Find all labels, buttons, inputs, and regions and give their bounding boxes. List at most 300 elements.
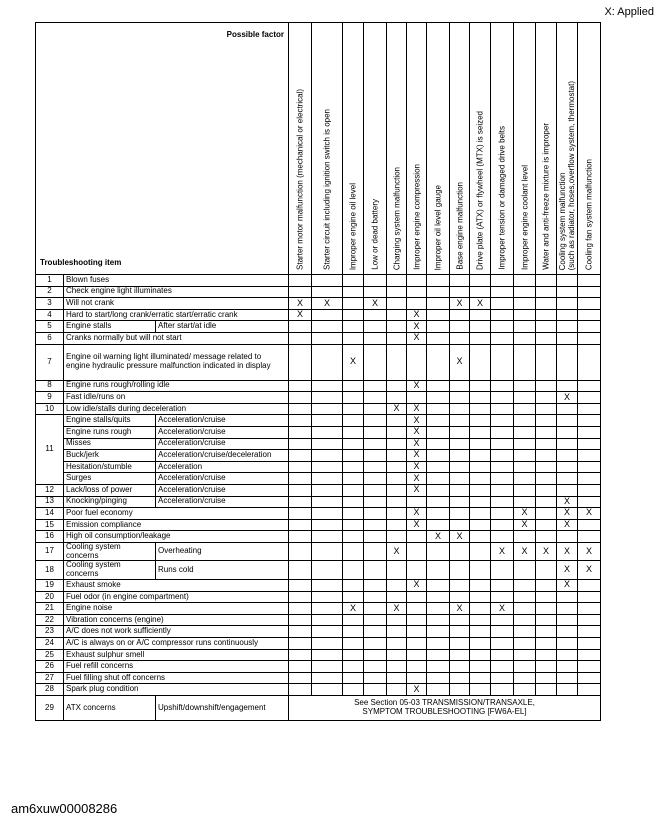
empty-cell — [450, 450, 470, 462]
empty-cell — [427, 684, 450, 696]
empty-cell — [578, 380, 601, 392]
empty-cell — [364, 661, 387, 673]
factor-column-header — [427, 23, 450, 275]
empty-cell — [387, 672, 407, 684]
empty-cell — [514, 403, 536, 415]
empty-cell — [387, 332, 407, 344]
factor-column-header — [578, 23, 601, 275]
empty-cell — [450, 542, 470, 561]
factor-column-header — [343, 23, 364, 275]
empty-cell — [491, 380, 514, 392]
empty-cell — [312, 450, 343, 462]
empty-cell — [450, 403, 470, 415]
empty-cell — [289, 496, 312, 508]
empty-cell — [343, 531, 364, 543]
empty-cell — [427, 661, 450, 673]
table-row — [36, 426, 658, 438]
empty-cell — [312, 309, 343, 321]
row-number: 21 — [36, 603, 64, 615]
applied-mark: X — [536, 542, 557, 561]
empty-cell — [536, 438, 557, 450]
table-row — [36, 561, 658, 580]
troubleshooting-table-container — [35, 22, 658, 721]
empty-cell — [364, 542, 387, 561]
empty-cell — [514, 332, 536, 344]
row-number: 19 — [36, 580, 64, 592]
empty-cell — [536, 332, 557, 344]
table-row — [36, 508, 658, 520]
empty-cell — [407, 298, 427, 310]
empty-cell — [427, 614, 450, 626]
factor-column-header — [491, 23, 514, 275]
empty-cell — [407, 496, 427, 508]
empty-cell — [450, 275, 470, 287]
factor-header-text — [412, 164, 421, 270]
troubleshooting-item: Engine runs rough/rolling idle — [64, 380, 289, 392]
empty-cell — [557, 332, 578, 344]
applied-mark: X — [557, 519, 578, 531]
factor-header-line: Improper tension or damaged drive belts — [497, 126, 507, 270]
troubleshooting-item: Spark plug condition — [64, 684, 289, 696]
empty-cell — [470, 286, 491, 298]
empty-cell — [343, 473, 364, 485]
empty-cell — [312, 672, 343, 684]
applied-mark: X — [387, 603, 407, 615]
empty-cell — [491, 580, 514, 592]
troubleshooting-item: Fuel filling shut off concerns — [64, 672, 289, 684]
empty-cell — [343, 298, 364, 310]
condition: Acceleration/cruise — [156, 415, 289, 427]
empty-cell — [536, 286, 557, 298]
empty-cell — [427, 638, 450, 650]
empty-cell — [514, 672, 536, 684]
condition: Acceleration/cruise — [156, 473, 289, 485]
empty-cell — [427, 580, 450, 592]
empty-cell — [289, 638, 312, 650]
table-row — [36, 298, 658, 310]
table-row — [36, 638, 658, 650]
empty-cell — [578, 638, 601, 650]
row-number: 4 — [36, 309, 64, 321]
empty-cell — [470, 426, 491, 438]
empty-cell — [427, 286, 450, 298]
empty-cell — [312, 661, 343, 673]
empty-cell — [343, 542, 364, 561]
applied-mark: X — [289, 298, 312, 310]
empty-cell — [387, 614, 407, 626]
empty-cell — [470, 461, 491, 473]
see-section-line: See Section 05-03 TRANSMISSION/TRANSAXLE, — [354, 698, 535, 708]
empty-cell — [427, 298, 450, 310]
applied-mark: X — [407, 519, 427, 531]
empty-cell — [536, 684, 557, 696]
applied-mark: X — [578, 542, 601, 561]
troubleshooting-item: Engine runs rough — [64, 426, 156, 438]
empty-cell — [450, 461, 470, 473]
empty-cell — [343, 649, 364, 661]
table-row — [36, 275, 658, 287]
empty-cell — [364, 672, 387, 684]
troubleshooting-item: Blown fuses — [64, 275, 289, 287]
empty-cell — [312, 626, 343, 638]
applied-mark: X — [407, 321, 427, 333]
row-number: 20 — [36, 591, 64, 603]
empty-cell — [289, 426, 312, 438]
row-number: 7 — [36, 344, 64, 380]
empty-cell — [343, 508, 364, 520]
empty-cell — [557, 473, 578, 485]
empty-cell — [343, 286, 364, 298]
factor-header-text — [433, 185, 442, 270]
empty-cell — [427, 438, 450, 450]
empty-cell — [312, 614, 343, 626]
empty-cell — [491, 672, 514, 684]
empty-cell — [343, 426, 364, 438]
empty-cell — [470, 519, 491, 531]
empty-cell — [343, 332, 364, 344]
troubleshooting-item: Poor fuel economy — [64, 508, 289, 520]
empty-cell — [470, 344, 491, 380]
condition: Overheating — [156, 542, 289, 561]
troubleshooting-item: Buck/jerk — [64, 450, 156, 462]
row-number: 13 — [36, 496, 64, 508]
empty-cell — [557, 298, 578, 310]
empty-cell — [578, 461, 601, 473]
empty-cell — [536, 484, 557, 496]
empty-cell — [514, 496, 536, 508]
empty-cell — [536, 473, 557, 485]
empty-cell — [407, 603, 427, 615]
empty-cell — [536, 403, 557, 415]
empty-cell — [450, 580, 470, 592]
empty-cell — [514, 561, 536, 580]
empty-cell — [536, 561, 557, 580]
factor-header-line: Low or dead battery — [370, 199, 380, 270]
empty-cell — [407, 531, 427, 543]
empty-cell — [387, 392, 407, 404]
empty-cell — [450, 626, 470, 638]
empty-cell — [289, 380, 312, 392]
empty-cell — [536, 603, 557, 615]
empty-cell — [514, 392, 536, 404]
empty-cell — [450, 496, 470, 508]
condition: Acceleration/cruise — [156, 426, 289, 438]
empty-cell — [343, 561, 364, 580]
empty-cell — [557, 649, 578, 661]
empty-cell — [491, 626, 514, 638]
empty-cell — [387, 649, 407, 661]
table-row — [36, 542, 658, 561]
empty-cell — [312, 415, 343, 427]
empty-cell — [343, 684, 364, 696]
troubleshooting-item: Hard to start/long crank/erratic start/erratic crank — [64, 309, 289, 321]
empty-cell — [514, 298, 536, 310]
condition: Upshift/downshift/engagement — [156, 696, 289, 721]
empty-cell — [514, 580, 536, 592]
empty-cell — [343, 672, 364, 684]
applied-mark: X — [407, 684, 427, 696]
empty-cell — [450, 426, 470, 438]
empty-cell — [387, 484, 407, 496]
empty-cell — [470, 309, 491, 321]
factor-column-header — [289, 23, 312, 275]
row-number: 22 — [36, 614, 64, 626]
empty-cell — [450, 415, 470, 427]
empty-cell — [364, 415, 387, 427]
empty-cell — [491, 684, 514, 696]
empty-cell — [364, 531, 387, 543]
empty-cell — [578, 519, 601, 531]
empty-cell — [289, 672, 312, 684]
table-row — [36, 309, 658, 321]
empty-cell — [450, 638, 470, 650]
factor-header-line: Drive plate (ATX) or flywheel (MTX) is seized — [475, 111, 485, 270]
applied-mark: X — [470, 298, 491, 310]
factor-header-text — [584, 159, 593, 270]
empty-cell — [578, 626, 601, 638]
table-row — [36, 461, 658, 473]
empty-cell — [491, 531, 514, 543]
applied-mark: X — [578, 508, 601, 520]
empty-cell — [450, 649, 470, 661]
empty-cell — [343, 380, 364, 392]
troubleshooting-item: A/C is always on or A/C compressor runs continuously — [64, 638, 289, 650]
empty-cell — [536, 415, 557, 427]
factor-header-text — [370, 199, 379, 270]
table-row — [36, 332, 658, 344]
empty-cell — [364, 580, 387, 592]
empty-cell — [491, 332, 514, 344]
empty-cell — [578, 426, 601, 438]
empty-cell — [557, 626, 578, 638]
empty-cell — [491, 519, 514, 531]
empty-cell — [450, 380, 470, 392]
empty-cell — [450, 661, 470, 673]
applied-mark: X — [289, 309, 312, 321]
empty-cell — [343, 614, 364, 626]
empty-cell — [578, 344, 601, 380]
empty-cell — [364, 392, 387, 404]
troubleshooting-item: ATX concerns — [64, 696, 156, 721]
row-number: 12 — [36, 484, 64, 496]
empty-cell — [536, 298, 557, 310]
empty-cell — [289, 561, 312, 580]
table-row — [36, 450, 658, 462]
empty-cell — [289, 403, 312, 415]
empty-cell — [427, 403, 450, 415]
empty-cell — [343, 626, 364, 638]
empty-cell — [312, 591, 343, 603]
empty-cell — [450, 309, 470, 321]
row-number: 25 — [36, 649, 64, 661]
empty-cell — [470, 332, 491, 344]
troubleshooting-item: Vibration concerns (engine) — [64, 614, 289, 626]
condition: Acceleration/cruise — [156, 484, 289, 496]
factor-header-line: Improper engine coolant level — [519, 165, 529, 270]
empty-cell — [514, 614, 536, 626]
applied-mark: X — [407, 484, 427, 496]
applied-mark: X — [364, 298, 387, 310]
empty-cell — [536, 321, 557, 333]
factor-header-line: Starter circuit including ignition switch is open — [322, 109, 332, 270]
empty-cell — [578, 450, 601, 462]
factor-header-line: (such as radiator, hoses,overflow system, thermostat) — [567, 80, 576, 270]
empty-cell — [364, 591, 387, 603]
empty-cell — [387, 591, 407, 603]
row-number: 14 — [36, 508, 64, 520]
row-number: 15 — [36, 519, 64, 531]
empty-cell — [578, 672, 601, 684]
condition: Runs cold — [156, 561, 289, 580]
empty-cell — [343, 591, 364, 603]
empty-cell — [387, 508, 407, 520]
troubleshooting-table — [35, 22, 658, 721]
empty-cell — [427, 392, 450, 404]
empty-cell — [289, 344, 312, 380]
table-row — [36, 626, 658, 638]
empty-cell — [407, 392, 427, 404]
troubleshooting-item: Low idle/stalls during deceleration — [64, 403, 289, 415]
empty-cell — [470, 561, 491, 580]
troubleshooting-item: Cooling system concerns — [64, 561, 156, 580]
empty-cell — [343, 580, 364, 592]
empty-cell — [491, 275, 514, 287]
empty-cell — [312, 496, 343, 508]
empty-cell — [470, 649, 491, 661]
empty-cell — [289, 275, 312, 287]
empty-cell — [364, 426, 387, 438]
possible-factor-label: Possible factor — [226, 30, 284, 39]
row-number: 29 — [36, 696, 64, 721]
empty-cell — [312, 638, 343, 650]
empty-cell — [427, 344, 450, 380]
empty-cell — [364, 684, 387, 696]
troubleshooting-item: Fuel refill concerns — [64, 661, 289, 673]
applied-mark: X — [407, 461, 427, 473]
row-number: 6 — [36, 332, 64, 344]
empty-cell — [491, 496, 514, 508]
troubleshooting-item-label: Troubleshooting item — [40, 258, 122, 268]
empty-cell — [578, 438, 601, 450]
empty-cell — [343, 392, 364, 404]
empty-cell — [427, 649, 450, 661]
applied-mark: X — [312, 298, 343, 310]
empty-cell — [578, 580, 601, 592]
empty-cell — [364, 438, 387, 450]
empty-cell — [514, 484, 536, 496]
empty-cell — [364, 638, 387, 650]
factor-column-header — [450, 23, 470, 275]
row-number: 26 — [36, 661, 64, 673]
empty-cell — [536, 519, 557, 531]
empty-cell — [312, 542, 343, 561]
troubleshooting-item: Engine oil warning light illuminated/ message related to engine hydraulic pressure malfunction indicated in display — [64, 344, 289, 380]
empty-cell — [450, 392, 470, 404]
empty-cell — [514, 626, 536, 638]
empty-cell — [427, 508, 450, 520]
empty-cell — [364, 344, 387, 380]
empty-cell — [312, 473, 343, 485]
empty-cell — [364, 508, 387, 520]
applied-mark: X — [557, 392, 578, 404]
empty-cell — [289, 626, 312, 638]
empty-cell — [557, 380, 578, 392]
table-row — [36, 286, 658, 298]
empty-cell — [312, 332, 343, 344]
empty-cell — [491, 438, 514, 450]
empty-cell — [427, 426, 450, 438]
applied-mark: X — [557, 542, 578, 561]
empty-cell — [557, 450, 578, 462]
applied-mark: X — [578, 561, 601, 580]
empty-cell — [343, 403, 364, 415]
empty-cell — [491, 508, 514, 520]
empty-cell — [289, 580, 312, 592]
empty-cell — [578, 649, 601, 661]
row-number: 9 — [36, 392, 64, 404]
empty-cell — [312, 684, 343, 696]
applied-mark: X — [557, 580, 578, 592]
empty-cell — [470, 508, 491, 520]
empty-cell — [343, 461, 364, 473]
applied-mark: X — [343, 603, 364, 615]
empty-cell — [343, 275, 364, 287]
applied-mark: X — [450, 344, 470, 380]
empty-cell — [557, 603, 578, 615]
applied-mark: X — [407, 580, 427, 592]
empty-cell — [491, 591, 514, 603]
empty-cell — [514, 461, 536, 473]
factor-column-header — [536, 23, 557, 275]
empty-cell — [387, 286, 407, 298]
empty-cell — [514, 661, 536, 673]
applied-mark: X — [407, 450, 427, 462]
empty-cell — [470, 484, 491, 496]
empty-cell — [364, 450, 387, 462]
empty-cell — [557, 286, 578, 298]
empty-cell — [514, 450, 536, 462]
troubleshooting-item: Engine stalls — [64, 321, 156, 333]
empty-cell — [289, 461, 312, 473]
empty-cell — [536, 672, 557, 684]
table-row — [36, 614, 658, 626]
factor-header-text — [497, 126, 506, 270]
empty-cell — [343, 415, 364, 427]
empty-cell — [289, 591, 312, 603]
applied-mark: X — [557, 508, 578, 520]
factor-header-text — [558, 81, 576, 270]
empty-cell — [407, 638, 427, 650]
empty-cell — [387, 473, 407, 485]
empty-cell — [470, 321, 491, 333]
table-row — [36, 415, 658, 427]
table-row — [36, 484, 658, 496]
troubleshooting-item: Exhaust smoke — [64, 580, 289, 592]
table-row — [36, 344, 658, 380]
empty-cell — [491, 484, 514, 496]
empty-cell — [491, 473, 514, 485]
empty-cell — [470, 580, 491, 592]
factor-header-line: Cooling system malfunction — [557, 172, 567, 270]
empty-cell — [557, 591, 578, 603]
empty-cell — [343, 519, 364, 531]
empty-cell — [407, 275, 427, 287]
factor-header-text — [541, 123, 550, 270]
empty-cell — [387, 638, 407, 650]
empty-cell — [387, 519, 407, 531]
row-number: 8 — [36, 380, 64, 392]
troubleshooting-item: Engine stalls/quits — [64, 415, 156, 427]
